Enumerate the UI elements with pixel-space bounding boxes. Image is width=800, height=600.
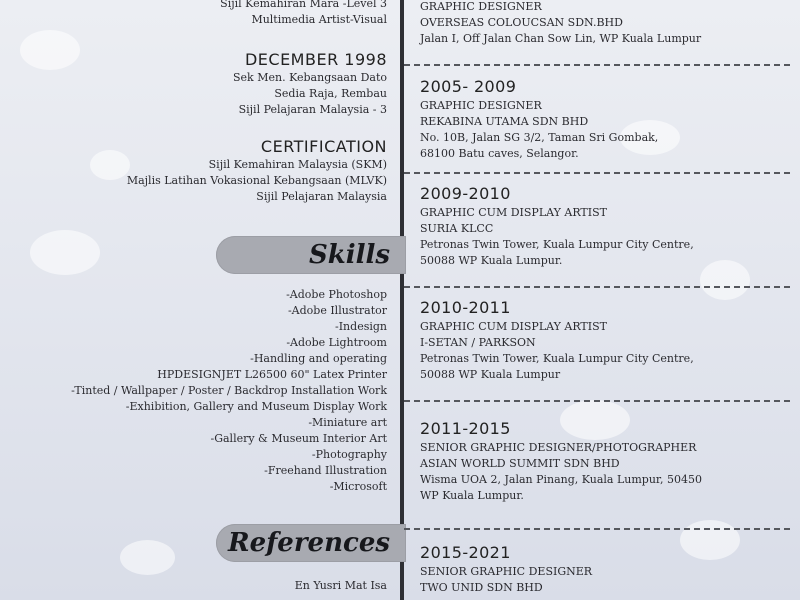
skill-item: -Tinted / Wallpaper / Poster / Backdrop Installation Work — [71, 384, 387, 397]
certification-line: Sijil Pelajaran Malaysia — [256, 190, 387, 203]
skill-item: -Microsoft — [329, 480, 387, 493]
experience-role: GRAPHIC CUM DISPLAY ARTIST — [420, 206, 607, 219]
skill-item: -Indesign — [335, 320, 387, 333]
skills-header-pill — [216, 236, 406, 274]
skill-item: -Adobe Illustrator — [287, 304, 387, 317]
experience-role: GRAPHIC DESIGNER — [420, 0, 542, 13]
experience-company: OVERSEAS COLOUCSAN SDN.BHD — [420, 16, 623, 29]
education-dec1998 — [233, 50, 387, 118]
references-title: References — [227, 528, 390, 558]
certification-heading: CERTIFICATION — [260, 137, 387, 156]
experience-company: REKABINA UTAMA SDN BHD — [420, 115, 589, 128]
reference-name: En Yusri Mat Isa — [294, 579, 387, 592]
experience-company: SURIA KLCC — [420, 222, 494, 235]
skills-title: Skills — [308, 240, 390, 270]
section-separator — [404, 528, 790, 530]
experience-address: Wisma UOA 2, Jalan Pinang, Kuala Lumpur, 50450 — [420, 473, 702, 486]
timeline-divider — [400, 0, 404, 600]
certification-block — [127, 137, 387, 205]
skill-item: -Adobe Photoshop — [286, 288, 387, 301]
experience-role: GRAPHIC CUM DISPLAY ARTIST — [420, 320, 607, 333]
experience-role: GRAPHIC DESIGNER — [420, 99, 542, 112]
skill-item: -Handling and operating — [250, 352, 387, 365]
experience-address: WP Kuala Lumpur. — [420, 489, 524, 502]
skill-item: -Photography — [311, 448, 387, 461]
references-header-pill — [216, 524, 406, 562]
experience-address: 50088 WP Kuala Lumpur. — [420, 254, 563, 267]
experience-address: 68100 Batu caves, Selangor. — [420, 147, 579, 160]
experience-entry — [420, 183, 790, 269]
experience-address: Petronas Twin Tower, Kuala Lumpur City Centre, — [420, 238, 694, 251]
certification-line: Sijil Kemahiran Malaysia (SKM) — [208, 158, 387, 171]
education-line: Sedia Raja, Rembau — [274, 87, 387, 100]
experience-address: Petronas Twin Tower, Kuala Lumpur City Centre, — [420, 352, 694, 365]
experience-role: SENIOR GRAPHIC DESIGNER — [420, 565, 593, 578]
skill-item: -Freehand Illustration — [264, 464, 387, 477]
experience-entry — [420, 297, 790, 383]
experience-year: 2005- 2009 — [420, 77, 517, 96]
certification-line: Majlis Latihan Vokasional Kebangsaan (MLVK) — [126, 174, 387, 187]
experience-year: 2015-2021 — [420, 543, 511, 562]
skills-list — [71, 287, 387, 495]
section-separator — [404, 64, 790, 66]
skill-item: -Exhibition, Gallery and Museum Display Work — [125, 400, 387, 413]
education-line: Sijil Kemahiran Mara -Level 3 — [220, 0, 387, 10]
experience-entry — [420, 542, 790, 596]
experience-year: 2011-2015 — [420, 419, 511, 438]
education-heading: DECEMBER 1998 — [244, 50, 387, 69]
education-line: Sijil Pelajaran Malaysia - 3 — [238, 103, 387, 116]
skill-item: -Gallery & Museum Interior Art — [210, 432, 387, 445]
education-top — [220, 0, 387, 28]
experience-address: Jalan I, Off Jalan Chan Sow Lin, WP Kuala Lumpur — [420, 32, 702, 45]
education-line: Multimedia Artist-Visual — [251, 13, 387, 26]
experience-entry — [420, 76, 790, 162]
skill-item: -Miniature art — [308, 416, 387, 429]
references-list — [295, 578, 387, 594]
experience-year: 2010-2011 — [420, 298, 511, 317]
experience-role: SENIOR GRAPHIC DESIGNER/PHOTOGRAPHER — [420, 441, 697, 454]
section-separator — [404, 400, 790, 402]
experience-company: TWO UNID SDN BHD — [420, 581, 543, 594]
experience-entry — [420, 418, 790, 504]
education-line: Sek Men. Kebangsaan Dato — [233, 71, 387, 84]
skill-item: -Adobe Lightroom — [286, 336, 387, 349]
skill-item: HPDESIGNJET L26500 60" Latex Printer — [157, 368, 387, 381]
experience-entry — [420, 0, 790, 47]
experience-address: No. 10B, Jalan SG 3/2, Taman Sri Gombak, — [420, 131, 659, 144]
experience-address: 50088 WP Kuala Lumpur — [420, 368, 561, 381]
experience-company: ASIAN WORLD SUMMIT SDN BHD — [420, 457, 620, 470]
experience-year: 2009-2010 — [420, 184, 511, 203]
section-separator — [404, 286, 790, 288]
section-separator — [404, 172, 790, 174]
experience-company: I-SETAN / PARKSON — [420, 336, 536, 349]
